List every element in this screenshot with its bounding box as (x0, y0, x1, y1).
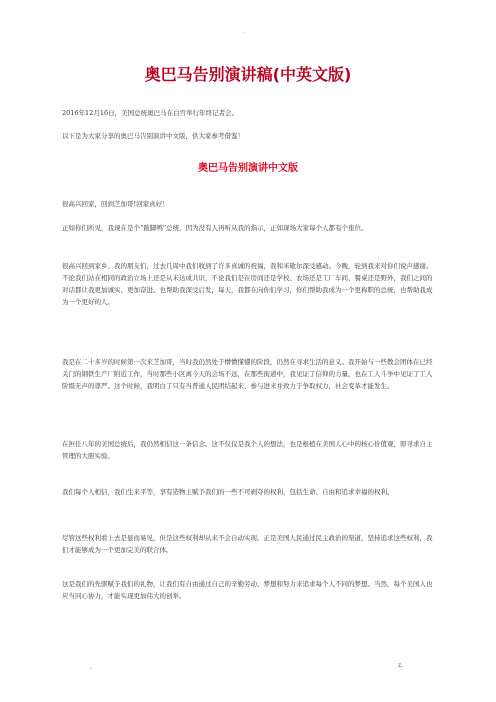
paragraph-2: 正如你们所见，我现在是个“跛脚鸭”总统，因为没有人再听从我的指示，正如现场大家每个人都有个座位。 (62, 224, 368, 232)
header-mark: . (244, 28, 246, 35)
paragraph-1: 很高兴回家，回到芝加哥!回家真好！ (62, 200, 169, 208)
intro-date-line: 2016年12月16日，美国总统奥巴马在白宫举行年终记者会。 (62, 109, 239, 117)
paragraph-4: 我是在二十多岁的时候第一次来芝加哥，当时我仍然处于懵懵懂懂的阶段，仍然在寻求生活的意义。我开始与一些教会团体在已经关门的钢铁生产厂附近工作，当时那些小区离今天的会场不远，在那些街道中，我见证了信仰的力量，也在工人斗争中见证了工人阶级无声的尊严。这个时候，我明白了只有当普通人民团结起来、参与进来并致力于争取权力，社会变革才能发生。 (62, 358, 433, 390)
document-title: 奥巴马告别演讲稿(中英文版) (144, 65, 352, 84)
paragraph-5: 在担任八年的美国总统后，我仍然相信这一条信念。这不仅仅是我个人的想法，也是根植在美国人心中的核心价值观，即寻求自主管理的大胆实验。 (62, 440, 433, 460)
footer-left-mark: . (90, 664, 92, 671)
paragraph-6: 我们每个人相信，我们生来平等，享有造物主赋予我们的一些不可剥夺的权利，包括生命、自由和追求幸福的权利。 (62, 488, 394, 496)
paragraph-3: 很高兴回到家乡。我的朋友们，过去几周中我们收到了许多真诚的祝福，我和米歇尔深受感动。今晚，轮到我来对你们说声感谢。不论我们站在相同的政治立场上还是从未达成共识，不论我们是在房间还是学校、农场还是工厂车间、餐桌还是野外，我们之间的对话都让我更加诚实、更加奋进。也帮助我深受启发，每天，我都在向你们学习，你们帮助我成为一个更称职的总统，也帮助我成为一个更好的人。 (62, 262, 433, 306)
paragraph-8: 这是我们的先驱赋予我们的礼物，让我们有自由通过自己的辛勤劳动、梦想和努力来追求每个人不同的梦想。当然，每个美国人也应当同心协力，才能实现更加伟大的创举。 (62, 580, 433, 600)
paragraph-7: 尽管这些权利看上去是显而易见，但是这些权利却从来不会自动实现。正是美国人民通过民主政治的渠道，坚持追求这些权利，我们才能够成为一个更加完美的联合体。 (62, 534, 433, 554)
intro-share-line: 以下是为大家分享的奥巴马告别演讲中文版，供大家参考借鉴！ (62, 132, 244, 140)
footer-right-mark: z. (398, 662, 404, 669)
section-title: 奥巴马告别演讲中文版 (198, 163, 298, 174)
